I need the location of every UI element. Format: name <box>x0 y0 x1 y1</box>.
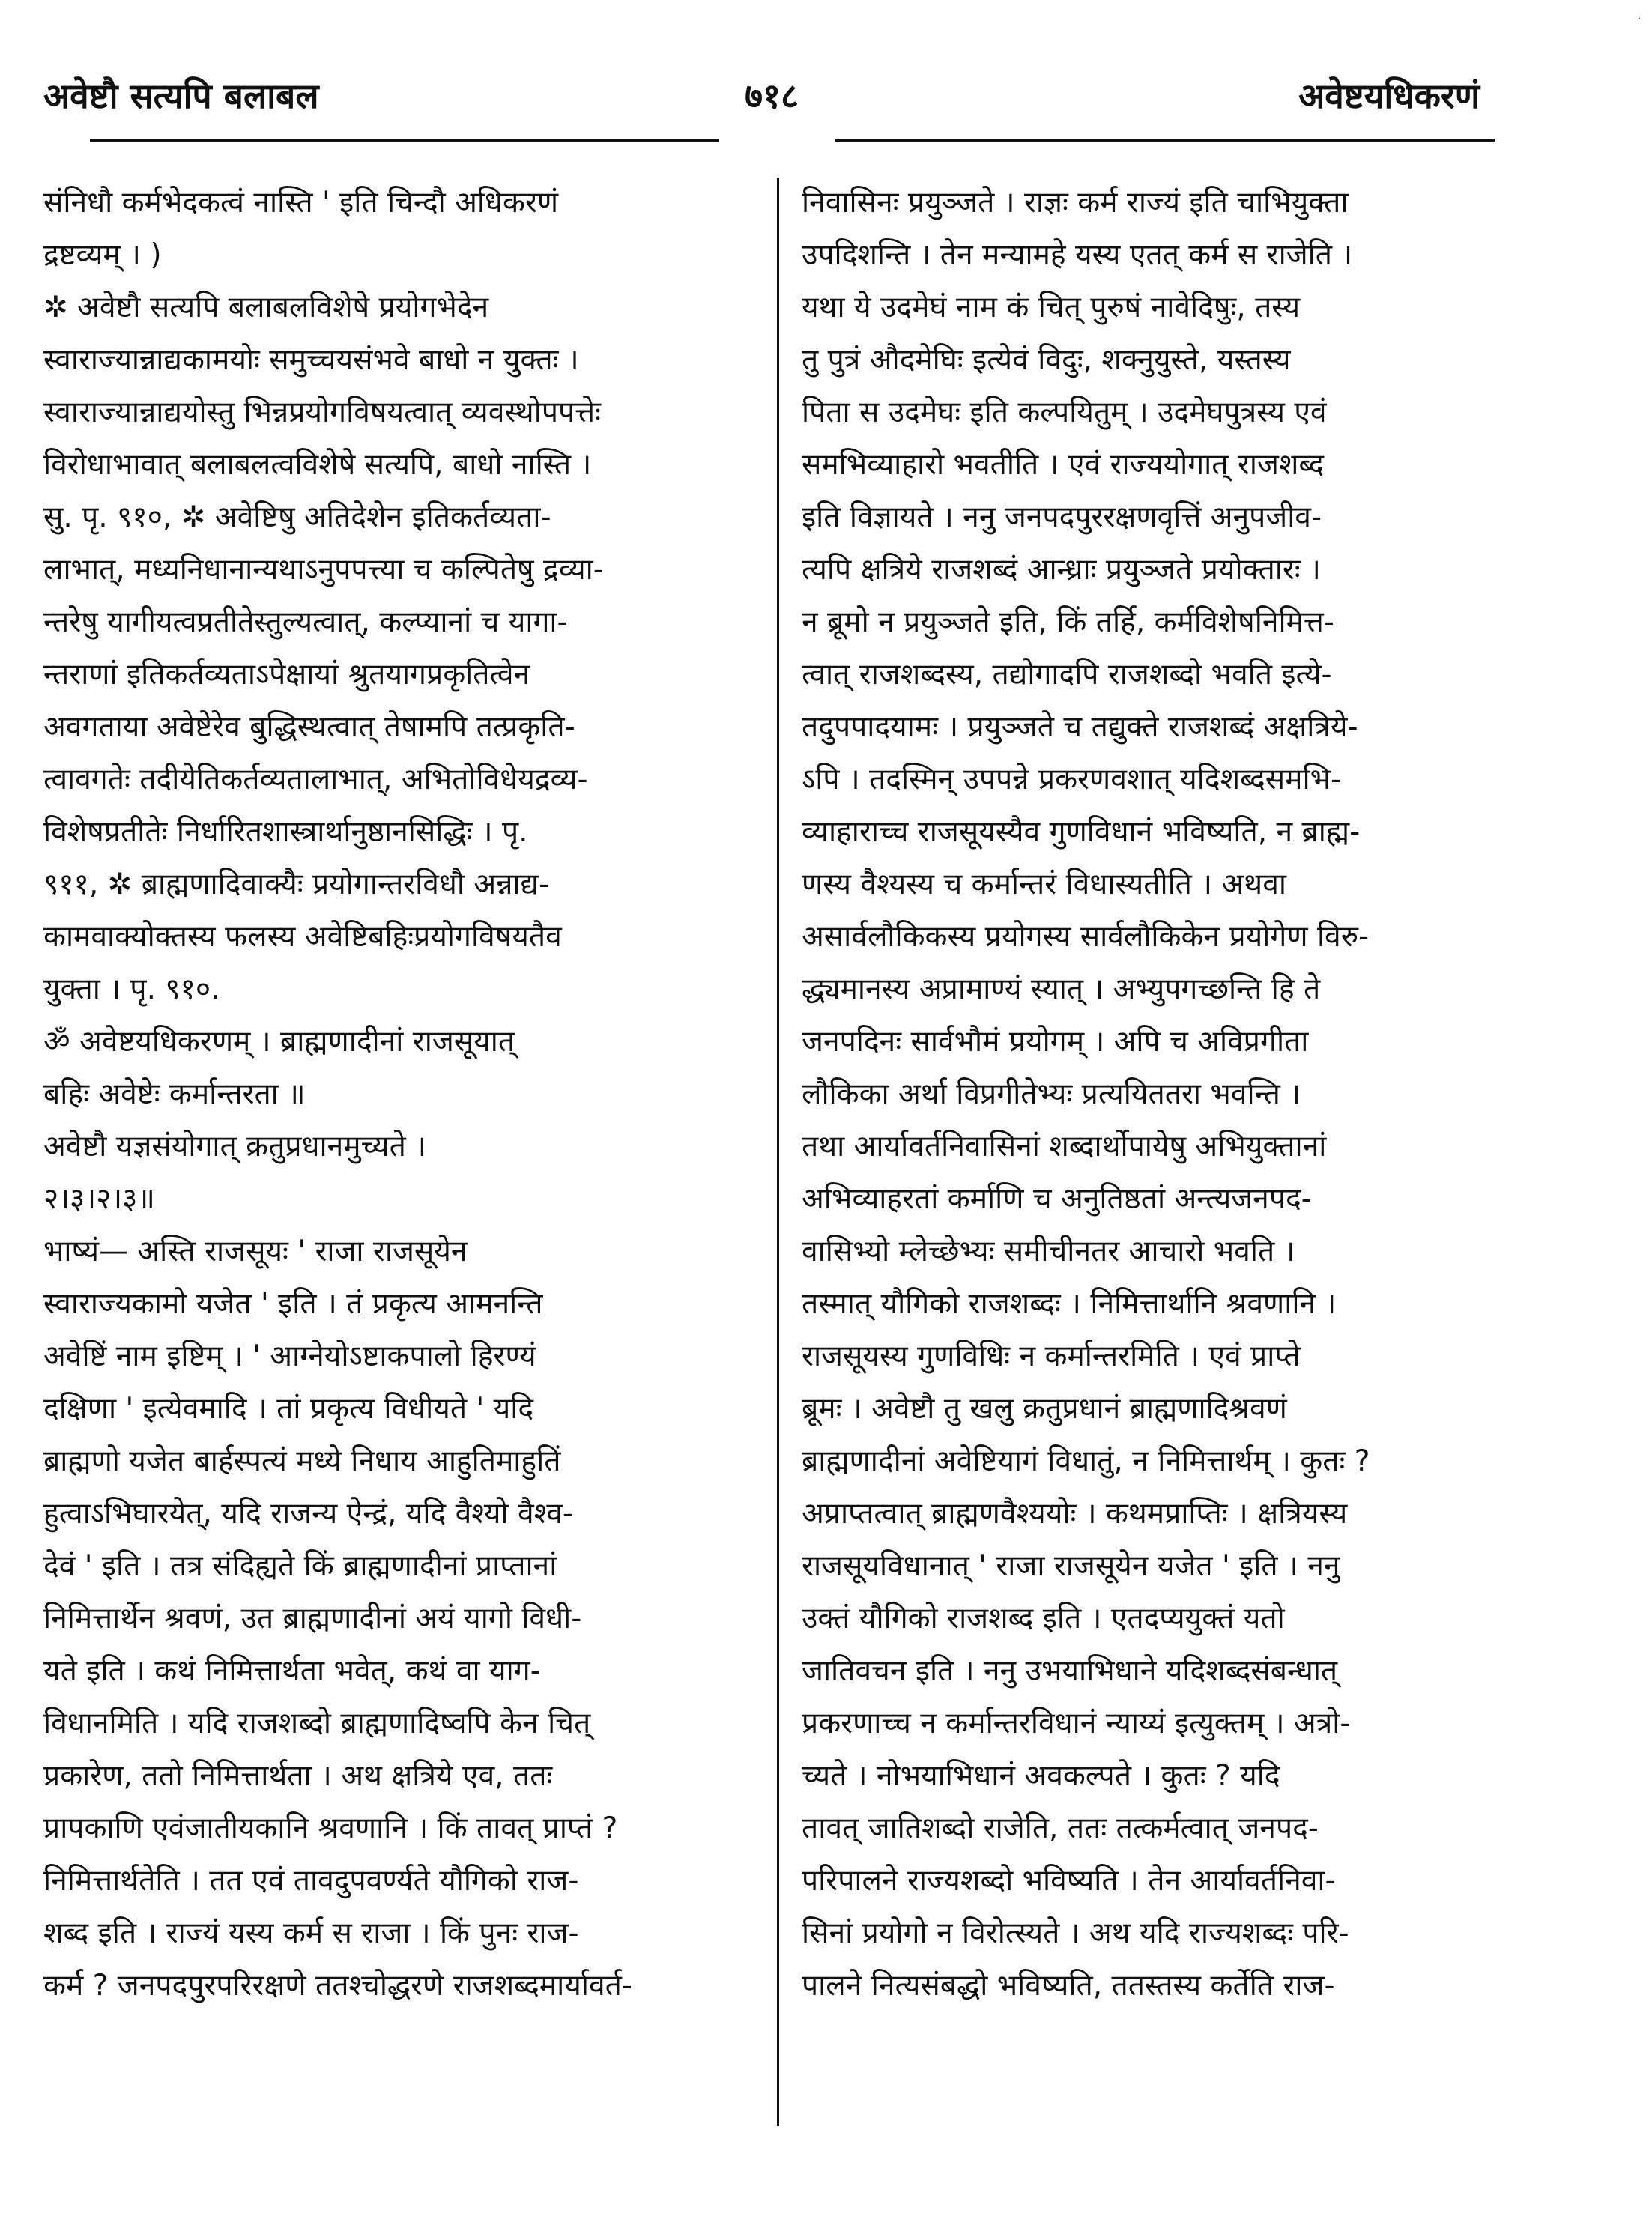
header-rule-left <box>90 139 719 142</box>
text-line: उक्तं यौगिको राजशब्द इति । एतदप्ययुक्तं यतो <box>802 1602 1285 1635</box>
text-line: ९११, ✲ ब्राह्मणादिवाक्यैः प्रयोगान्तरविधौ अन्नाद्य- <box>43 868 550 901</box>
text-line: द्ध्यमानस्य अप्रामाण्यं स्यात् । अभ्युपगच्छन्ति हि ते <box>802 972 1321 1006</box>
text-line: दक्षिणा ' इत्येवमादि । तां प्रकृत्य विधीयते ' यदि <box>43 1392 534 1426</box>
text-line: न्तराणां इतिकर्तव्यताऽपेक्षायां श्रुतयागप्रकृतित्वेन <box>43 658 530 691</box>
text-line: देवं ' इति । तत्र संदिह्यते किं ब्राह्मणादीनां प्राप्तानां <box>43 1549 557 1583</box>
text-line: भाष्यं— अस्ति राजसूयः ' राजा राजसूयेन <box>43 1235 468 1268</box>
text-line: पालने नित्यसंबद्धो भविष्यति, ततस्तस्य कर्तेति राज- <box>802 1969 1335 2003</box>
page-number: ७१८ <box>745 76 799 116</box>
text-line: तावत् जातिशब्दो राजेति, ततः तत्कर्मत्वात् जनपद- <box>802 1811 1319 1845</box>
text-line: व्याहाराच्च राजसूयस्यैव गुणविधानं भविष्यति, न ब्राह्म- <box>802 815 1361 849</box>
left-column <box>43 177 751 2012</box>
text-line: ✲ अवेष्टौ सत्यपि बलाबलविशेषे प्रयोगभेदेन <box>43 291 489 324</box>
text-line: च्यते । नोभयाभिधानं अवकल्पते । कुतः ? यदि <box>802 1759 1280 1793</box>
text-line: उपदिशन्ति । तेन मन्यामहे यस्य एतत् कर्म स राजेति । <box>802 238 1353 272</box>
text-line: त्वात् राजशब्दस्य, तद्योगादपि राजशब्दो भवति इत्ये- <box>802 658 1332 691</box>
text-line: निवासिनः प्रयुञ्जते । राज्ञः कर्म राज्यं इति चाभियुक्ता <box>802 186 1349 220</box>
text-line: णस्य वैश्यस्य च कर्मान्तरं विधास्यतीति । अथवा <box>802 868 1286 901</box>
text-line: तदुपपादयामः । प्रयुञ्जते च तद्युक्ते राजशब्दं अक्षत्रिये- <box>802 710 1358 744</box>
text-line: संनिधौ कर्मभेदकत्वं नास्ति ' इति चिन्दौ अधिकरणं <box>43 186 559 220</box>
text-line: त्वावगतेः तदीयेतिकर्तव्यतालाभात्, अभितोविधेयद्रव्य- <box>43 763 588 796</box>
text-line: ब्राह्मणो यजेत बार्हस्पत्यं मध्ये निधाय आहुतिमाहुतिं <box>43 1444 561 1478</box>
text-line: स्वाराज्यकामो यजेत ' इति । तं प्रकृत्य आमनन्ति <box>43 1287 543 1321</box>
text-line: कर्म ? जनपदपुरपरिरक्षणे ततश्चोद्धरणे राजशब्दमार्यावर्त- <box>43 1969 632 2003</box>
text-line: बहिः अवेष्टेः कर्मान्तरता ॥ <box>43 1077 306 1111</box>
text-line: लौकिका अर्था विप्रगीतेभ्यः प्रत्ययिततरा भवन्ति । <box>802 1077 1301 1111</box>
text-line: तु पुत्रं औदमेघिः इत्येवं विदुः, शक्नुयुस्ते, यस्तस्य <box>802 343 1291 377</box>
text-line: विरोधाभावात् बलाबलत्वविशेषे सत्यपि, बाधो नास्ति । <box>43 448 592 482</box>
text-line: त्यपि क्षत्रिये राजशब्दं आन्ध्राः प्रयुञ्जते प्रयोक्तारः । <box>802 553 1321 587</box>
text-line: द्रष्टव्यम् । ) <box>43 238 162 272</box>
text-line: तस्मात् यौगिको राजशब्दः । निमित्तार्थानि श्रवणानि । <box>802 1287 1337 1321</box>
text-line: राजसूयविधानात् ' राजा राजसूयेन यजेत ' इति । ननु <box>802 1549 1340 1583</box>
text-line: सु. पृ. ९१०, ✲ अवेष्टिषु अतिदेशेन इतिकर्तव्यता- <box>43 500 551 534</box>
text-line: यथा ये उदमेघं नाम कं चित् पुरुषं नावेदिषुः, तस्य <box>802 291 1301 324</box>
text-line: अवेष्टिं नाम इष्टिम् । ' आग्नेयोऽष्टाकपालो हिरण्यं <box>43 1340 536 1373</box>
text-line: ब्रूमः । अवेष्टौ तु खलु क्रतुप्रधानं ब्राह्मणादिश्रवणं <box>802 1392 1287 1426</box>
text-line: न ब्रूमो न प्रयुञ्जते इति, किं तर्हि, कर्मविशेषनिमित्त- <box>802 605 1334 639</box>
column-divider <box>777 178 779 2126</box>
text-line: शब्द इति । राज्यं यस्य कर्म स राजा । किं पुनः राज- <box>43 1916 579 1950</box>
text-line: असार्वलौकिकस्य प्रयोगस्य सार्वलौकिकेन प्रयोगेण विरु- <box>802 920 1370 954</box>
text-line: इति विज्ञायते । ननु जनपदपुररक्षणवृत्तिं अनुपजीव- <box>802 500 1322 534</box>
text-line: ऽपि । तदस्मिन् उपपन्ने प्रकरणवशात् यदिशब्दसमभि- <box>802 763 1342 796</box>
text-line: प्रकरणाच्च न कर्मान्तरविधानं न्याय्यं इत्युक्तम् । अत्रो- <box>802 1707 1351 1740</box>
text-line: निमित्तार्थेन श्रवणं, उत ब्राह्मणादीनां अयं यागो विधी- <box>43 1602 582 1635</box>
text-line: अवगताया अवेष्टेरेव बुद्धिस्थत्वात् तेषामपि तत्प्रकृति- <box>43 710 575 744</box>
text-line: ब्राह्मणादीनां अवेष्टियागं विधातुं, न निमित्तार्थम् । कुतः ? <box>802 1444 1370 1478</box>
header-rule-right <box>835 139 1495 142</box>
running-header-left: अवेष्टौ सत्यपि बलाबल <box>43 76 319 116</box>
text-line: स्वाराज्यान्नाद्ययोस्तु भिन्नप्रयोगविषयत्वात् व्यवस्थोपपत्तेः <box>43 396 601 429</box>
text-line: ॐ अवेष्टयधिकरणम् । ब्राह्मणादीनां राजसूयात् <box>43 1025 515 1059</box>
text-line: जनपदिनः सार्वभौमं प्रयोगम् । अपि च अविप्रगीता <box>802 1025 1309 1059</box>
text-line: कामवाक्योक्तस्य फलस्य अवेष्टिबहिःप्रयोगविषयतैव <box>43 920 562 954</box>
text-line: हुत्वाऽभिघारयेत्, यदि राजन्य ऐन्द्रं, यदि वैश्यो वैश्व- <box>43 1497 573 1531</box>
page-edge-mark: ˙ <box>1636 15 1643 33</box>
text-line: स्वाराज्यान्नाद्यकामयोः समुच्चयसंभवे बाधो न युक्तः । <box>43 343 579 377</box>
text-line: तथा आर्यावर्तनिवासिनां शब्दार्थोपायेषु अभियुक्तानां <box>802 1130 1327 1163</box>
text-line: विधानमिति । यदि राजशब्दो ब्राह्मणादिष्वपि केन चित् <box>43 1707 591 1740</box>
text-line: यते इति । कथं निमित्तार्थता भवेत्, कथं वा याग- <box>43 1654 541 1688</box>
text-line: विशेषप्रतीतेः निर्धारितशास्त्रार्थानुष्ठानसिद्धिः । पृ. <box>43 815 528 849</box>
text-line: पिता स उदमेघः इति कल्पयितुम् । उदमेघपुत्रस्य एवं <box>802 396 1327 429</box>
text-line: प्रापकाणि एवंजातीयकानि श्रवणानि । किं तावत् प्राप्तं ? <box>43 1811 618 1845</box>
text-line: निमित्तार्थतेति । तत एवं तावदुपवर्ण्यते यौगिको राज- <box>43 1864 579 1898</box>
text-line: लाभात्, मध्यनिधानान्यथाऽनुपपत्त्या च कल्पितेषु द्रव्या- <box>43 553 604 587</box>
text-line: परिपालने राज्यशब्दो भविष्यति । तेन आर्यावर्तनिवा- <box>802 1864 1336 1898</box>
text-line: वासिभ्यो म्लेच्छेभ्यः समीचीनतर आचारो भवति । <box>802 1235 1295 1268</box>
text-line: अभिव्याहरतां कर्माणि च अनुतिष्ठतां अन्त्यजनपद- <box>802 1182 1312 1216</box>
right-column <box>802 177 1495 2012</box>
text-line: जातिवचन इति । ननु उभयाभिधाने यदिशब्दसंबन्धात् <box>802 1654 1338 1688</box>
text-line: २।३।२।३॥ <box>43 1182 155 1216</box>
text-line: प्रकारेण, ततो निमित्तार्थता । अथ क्षत्रिये एव, ततः <box>43 1759 553 1793</box>
text-line: अप्राप्तत्वात् ब्राह्मणवैश्ययोः । कथमप्राप्तिः । क्षत्रियस्य <box>802 1497 1348 1531</box>
text-line: समभिव्याहारो भवतीति । एवं राज्ययोगात् राजशब्द <box>802 448 1325 482</box>
text-line: अवेष्टौ यज्ञसंयोगात् क्रतुप्रधानमुच्यते । <box>43 1130 427 1163</box>
text-line: न्तरेषु यागीयत्वप्रतीतेस्तुल्यत्वात्, कल्प्यानां च यागा- <box>43 605 568 639</box>
running-header-right: अवेष्टयधिकरणं <box>1298 76 1480 116</box>
text-line: राजसूयस्य गुणविधिः न कर्मान्तरमिति । एवं प्राप्ते <box>802 1340 1301 1373</box>
text-line: युक्ता । पृ. ९१०. <box>43 972 220 1006</box>
text-line: सिनां प्रयोगो न विरोत्स्यते । अथ यदि राज्यशब्दः परि- <box>802 1916 1349 1950</box>
